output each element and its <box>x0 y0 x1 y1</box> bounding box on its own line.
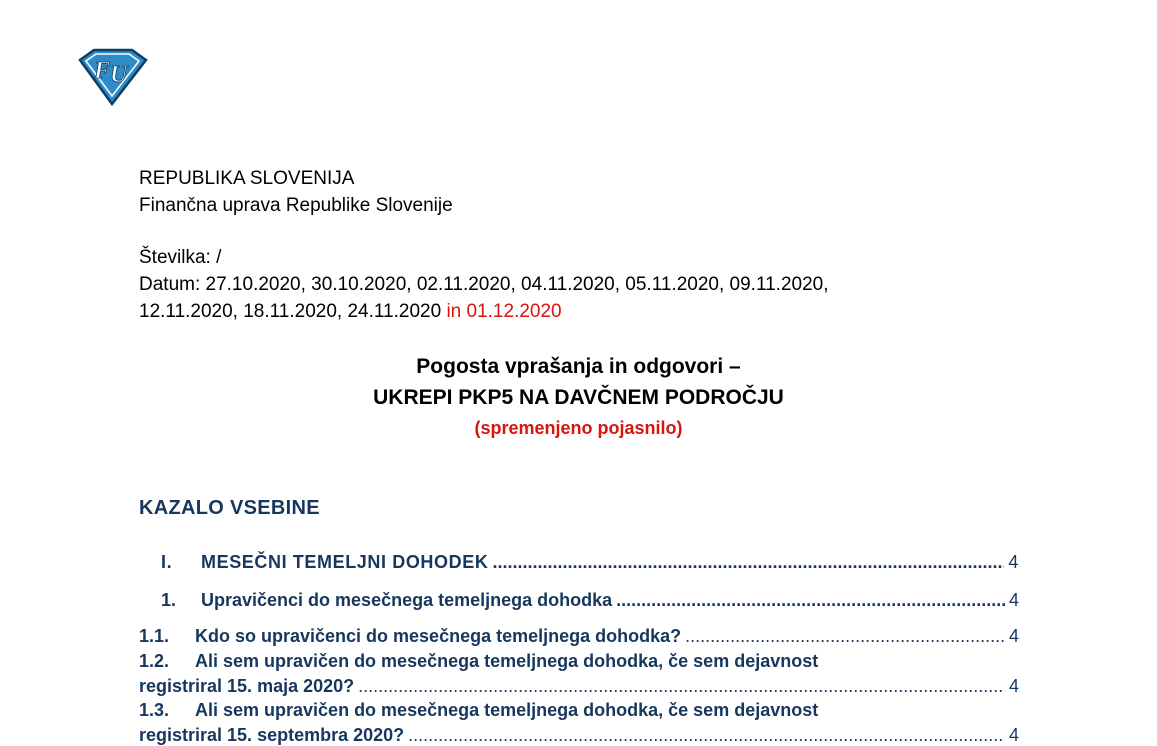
toc-entry[interactable] <box>139 552 1019 573</box>
toc-page: 4 <box>1008 676 1019 696</box>
toc-entry-line-1[interactable] <box>139 651 1019 672</box>
toc-number: 1.1. <box>139 626 170 646</box>
svg-text:U: U <box>110 62 128 88</box>
toc-label: Upravičenci do mesečnega temeljnega dohodka <box>201 590 613 610</box>
toc-number: I. <box>161 552 173 572</box>
document-subject: UKREPI PKP5 NA DAVČNEM PODROČJU <box>373 386 784 409</box>
toc-entry-line-2[interactable] <box>139 676 1019 697</box>
toc-entry[interactable] <box>139 626 1019 647</box>
date-line-1: Datum: 27.10.2020, 30.10.2020, 02.11.2020, 04.11.2020, 05.11.2020, 09.11.2020, <box>139 274 829 295</box>
document-number: Številka: / <box>139 247 222 268</box>
toc-leader <box>616 590 1005 611</box>
toc-page: 4 <box>1008 552 1019 572</box>
toc-page: 4 <box>1008 725 1019 745</box>
toc-entry[interactable] <box>139 590 1019 611</box>
date-line-2 <box>139 300 562 324</box>
toc-page: 4 <box>1008 626 1019 646</box>
toc-leader <box>685 626 1005 647</box>
org-name: REPUBLIKA SLOVENIJA <box>139 168 355 189</box>
toc-label: Ali sem upravičen do mesečnega temeljnega dohodka, če sem dejavnost <box>195 651 819 671</box>
toc-page: 4 <box>1008 590 1019 610</box>
svg-text:F: F <box>94 58 111 84</box>
toc-label: Ali sem upravičen do mesečnega temeljnega dohodka, če sem dejavnost <box>195 700 819 720</box>
toc-number: 1. <box>161 590 177 610</box>
toc-leader <box>358 676 1005 697</box>
document-title: Pogosta vprašanja in odgovori – <box>416 355 741 378</box>
date-list: 12.11.2020, 18.11.2020, 24.11.2020 <box>139 301 447 322</box>
latest-date: in 01.12.2020 <box>446 301 562 322</box>
change-note: (spremenjeno pojasnilo) <box>474 418 683 438</box>
toc-label: MESEČNI TEMELJNI DOHODEK <box>201 552 489 572</box>
fu-logo-icon <box>76 46 148 106</box>
toc-label: Kdo so upravičenci do mesečnega temeljnega dohodka? <box>195 626 682 646</box>
toc-entry-line-1[interactable] <box>139 700 1019 721</box>
toc-label-continued: registriral 15. maja 2020? <box>139 676 355 696</box>
org-unit: Finančna uprava Republike Slovenije <box>139 195 453 216</box>
toc-label-continued: registriral 15. septembra 2020? <box>139 725 405 745</box>
toc-heading: KAZALO VSEBINE <box>139 497 320 519</box>
toc-number: 1.2. <box>139 651 170 671</box>
toc-number: 1.3. <box>139 700 170 720</box>
toc-leader <box>492 552 1004 573</box>
